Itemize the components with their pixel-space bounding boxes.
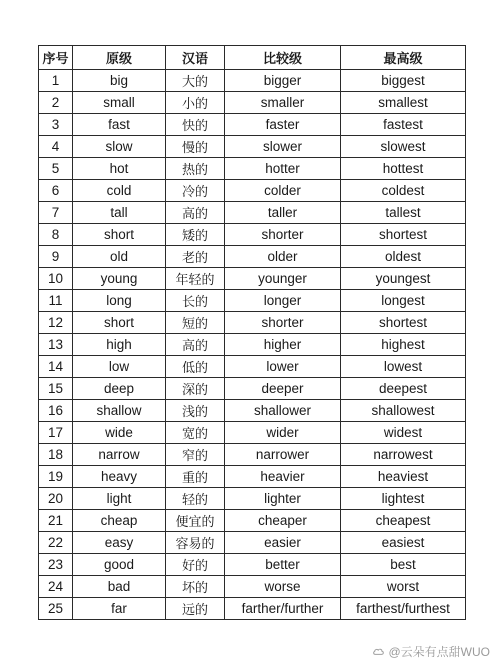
cell-superlative: shallowest (341, 400, 466, 422)
cell-chinese: 窄的 (166, 444, 225, 466)
cell-index: 19 (39, 466, 73, 488)
cell-base-form: hot (73, 158, 166, 180)
cell-index: 10 (39, 268, 73, 290)
cell-chinese: 老的 (166, 246, 225, 268)
cell-chinese: 低的 (166, 356, 225, 378)
cell-chinese: 短的 (166, 312, 225, 334)
table-row (39, 312, 466, 334)
cell-comparative: colder (225, 180, 341, 202)
cell-superlative: longest (341, 290, 466, 312)
cell-base-form: good (73, 554, 166, 576)
cell-index: 24 (39, 576, 73, 598)
cell-comparative: shorter (225, 312, 341, 334)
table-row (39, 554, 466, 576)
cell-index: 17 (39, 422, 73, 444)
table-row (39, 422, 466, 444)
cell-base-form: heavy (73, 466, 166, 488)
table-row (39, 290, 466, 312)
cell-base-form: old (73, 246, 166, 268)
table-row (39, 202, 466, 224)
cell-chinese: 慢的 (166, 136, 225, 158)
cell-index: 15 (39, 378, 73, 400)
cell-index: 25 (39, 598, 73, 620)
cell-comparative: older (225, 246, 341, 268)
cell-chinese: 容易的 (166, 532, 225, 554)
cell-index: 8 (39, 224, 73, 246)
cell-superlative: slowest (341, 136, 466, 158)
cell-index: 16 (39, 400, 73, 422)
table-row (39, 114, 466, 136)
cell-index: 5 (39, 158, 73, 180)
table-row (39, 334, 466, 356)
cell-comparative: hotter (225, 158, 341, 180)
cell-index: 23 (39, 554, 73, 576)
cell-index: 21 (39, 510, 73, 532)
cell-index: 18 (39, 444, 73, 466)
cell-comparative: shorter (225, 224, 341, 246)
cell-base-form: short (73, 224, 166, 246)
cell-chinese: 深的 (166, 378, 225, 400)
table-row (39, 400, 466, 422)
cell-index: 1 (39, 70, 73, 92)
cell-superlative: lightest (341, 488, 466, 510)
cell-index: 9 (39, 246, 73, 268)
table-row (39, 466, 466, 488)
cell-base-form: narrow (73, 444, 166, 466)
cell-base-form: slow (73, 136, 166, 158)
cell-base-form: light (73, 488, 166, 510)
cell-chinese: 小的 (166, 92, 225, 114)
cell-chinese: 重的 (166, 466, 225, 488)
cell-base-form: far (73, 598, 166, 620)
cell-comparative: lighter (225, 488, 341, 510)
cell-base-form: long (73, 290, 166, 312)
cell-comparative: lower (225, 356, 341, 378)
table-row (39, 598, 466, 620)
cell-index: 11 (39, 290, 73, 312)
cell-chinese: 热的 (166, 158, 225, 180)
cell-superlative: best (341, 554, 466, 576)
header-index: 序号 (39, 46, 73, 70)
cell-index: 7 (39, 202, 73, 224)
cell-comparative: longer (225, 290, 341, 312)
cell-comparative: heavier (225, 466, 341, 488)
cell-superlative: smallest (341, 92, 466, 114)
cell-comparative: worse (225, 576, 341, 598)
table-body (39, 70, 466, 620)
cell-chinese: 矮的 (166, 224, 225, 246)
cell-chinese: 远的 (166, 598, 225, 620)
header-chinese: 汉语 (166, 46, 225, 70)
cell-base-form: deep (73, 378, 166, 400)
cell-chinese: 冷的 (166, 180, 225, 202)
cell-superlative: cheapest (341, 510, 466, 532)
table-row (39, 576, 466, 598)
cell-comparative: bigger (225, 70, 341, 92)
cell-index: 20 (39, 488, 73, 510)
cell-comparative: taller (225, 202, 341, 224)
cell-chinese: 宽的 (166, 422, 225, 444)
cell-comparative: narrower (225, 444, 341, 466)
cell-comparative: easier (225, 532, 341, 554)
cell-base-form: small (73, 92, 166, 114)
cell-chinese: 高的 (166, 334, 225, 356)
table-row (39, 488, 466, 510)
header-base-form: 原级 (73, 46, 166, 70)
cell-index: 6 (39, 180, 73, 202)
cell-index: 4 (39, 136, 73, 158)
cell-index: 13 (39, 334, 73, 356)
cell-comparative: deeper (225, 378, 341, 400)
cell-superlative: hottest (341, 158, 466, 180)
table-row (39, 510, 466, 532)
table-row (39, 180, 466, 202)
table-row (39, 378, 466, 400)
cell-base-form: cheap (73, 510, 166, 532)
cell-chinese: 快的 (166, 114, 225, 136)
cell-comparative: smaller (225, 92, 341, 114)
cell-superlative: oldest (341, 246, 466, 268)
cell-comparative: younger (225, 268, 341, 290)
header-superlative: 最高级 (341, 46, 466, 70)
cell-superlative: heaviest (341, 466, 466, 488)
table-row (39, 246, 466, 268)
cell-base-form: easy (73, 532, 166, 554)
cell-base-form: shallow (73, 400, 166, 422)
table-header (39, 46, 466, 70)
cell-superlative: coldest (341, 180, 466, 202)
cell-base-form: wide (73, 422, 166, 444)
cell-index: 2 (39, 92, 73, 114)
table-row (39, 356, 466, 378)
cell-index: 3 (39, 114, 73, 136)
cell-chinese: 好的 (166, 554, 225, 576)
cloud-logo-icon (372, 645, 385, 658)
cell-base-form: short (73, 312, 166, 334)
cell-base-form: cold (73, 180, 166, 202)
cell-superlative: lowest (341, 356, 466, 378)
cell-base-form: low (73, 356, 166, 378)
cell-base-form: tall (73, 202, 166, 224)
cell-comparative: cheaper (225, 510, 341, 532)
cell-superlative: shortest (341, 224, 466, 246)
cell-superlative: narrowest (341, 444, 466, 466)
cell-superlative: worst (341, 576, 466, 598)
cell-chinese: 便宜的 (166, 510, 225, 532)
watermark (372, 643, 490, 660)
cell-index: 12 (39, 312, 73, 334)
table-row (39, 158, 466, 180)
cell-base-form: fast (73, 114, 166, 136)
cell-comparative: shallower (225, 400, 341, 422)
cell-superlative: youngest (341, 268, 466, 290)
cell-superlative: shortest (341, 312, 466, 334)
cell-superlative: widest (341, 422, 466, 444)
cell-comparative: better (225, 554, 341, 576)
table-row (39, 268, 466, 290)
cell-base-form: young (73, 268, 166, 290)
cell-index: 22 (39, 532, 73, 554)
header-comparative: 比较级 (225, 46, 341, 70)
cell-comparative: higher (225, 334, 341, 356)
cell-base-form: big (73, 70, 166, 92)
cell-chinese: 浅的 (166, 400, 225, 422)
table-row (39, 70, 466, 92)
cell-chinese: 年轻的 (166, 268, 225, 290)
cell-comparative: slower (225, 136, 341, 158)
table-row (39, 444, 466, 466)
cell-base-form: bad (73, 576, 166, 598)
cell-chinese: 大的 (166, 70, 225, 92)
cell-superlative: deepest (341, 378, 466, 400)
table-row (39, 136, 466, 158)
cell-base-form: high (73, 334, 166, 356)
comparison-table (38, 45, 466, 620)
cell-superlative: tallest (341, 202, 466, 224)
cell-chinese: 高的 (166, 202, 225, 224)
table-row (39, 532, 466, 554)
cell-comparative: faster (225, 114, 341, 136)
cell-comparative: farther/further (225, 598, 341, 620)
cell-chinese: 长的 (166, 290, 225, 312)
cell-index: 14 (39, 356, 73, 378)
cell-chinese: 轻的 (166, 488, 225, 510)
cell-chinese: 坏的 (166, 576, 225, 598)
cell-comparative: wider (225, 422, 341, 444)
watermark-text: @云朵有点甜WUO (388, 645, 490, 659)
table-row (39, 224, 466, 246)
cell-superlative: easiest (341, 532, 466, 554)
cell-superlative: biggest (341, 70, 466, 92)
cell-superlative: farthest/furthest (341, 598, 466, 620)
header-row (39, 46, 466, 70)
table-row (39, 92, 466, 114)
cell-superlative: highest (341, 334, 466, 356)
cell-superlative: fastest (341, 114, 466, 136)
